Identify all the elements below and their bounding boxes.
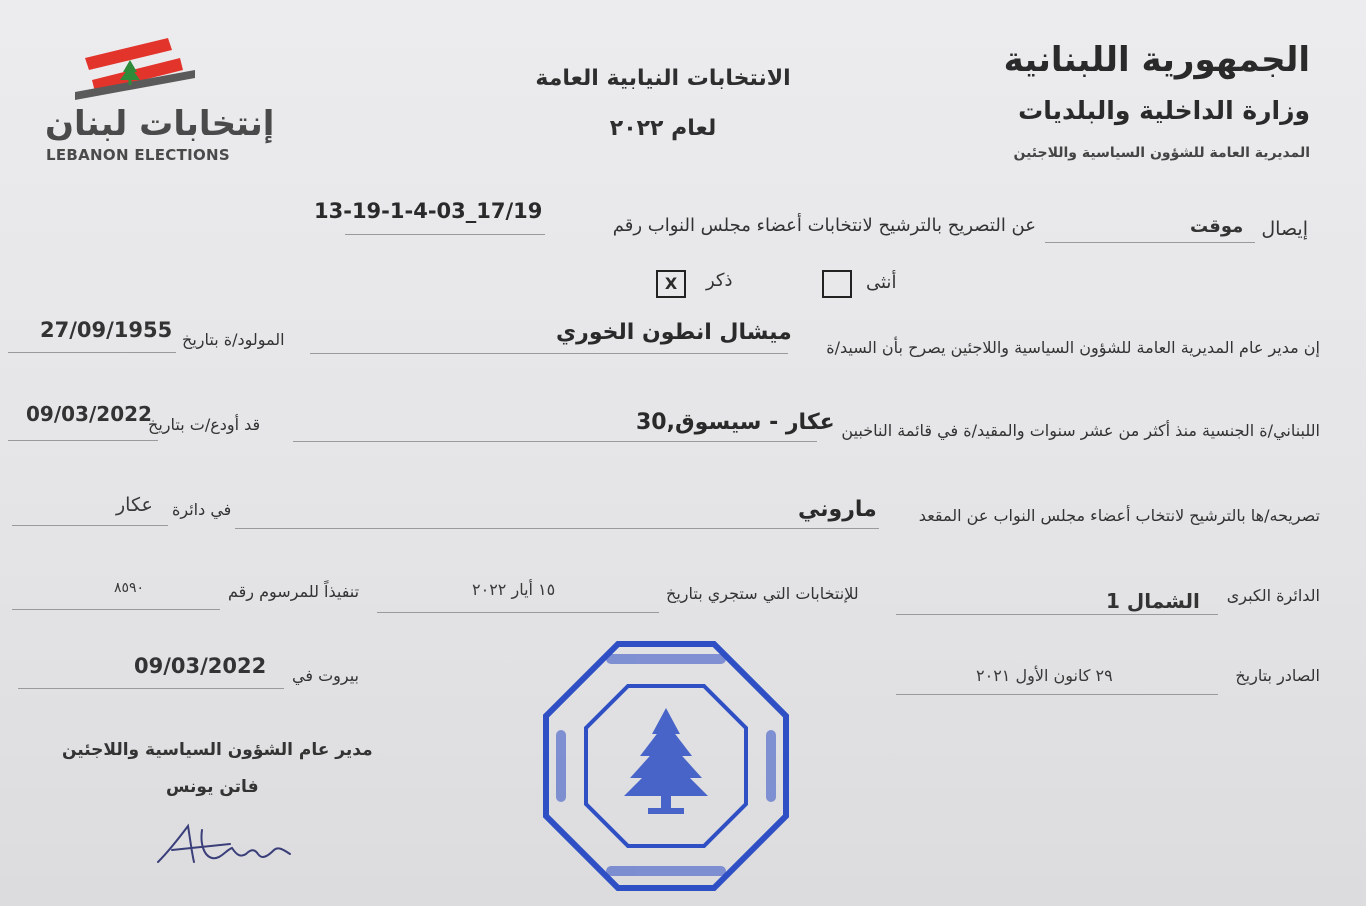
major-district-line (896, 614, 1218, 615)
candidate-name-value: ميشال انطون الخوري (556, 320, 792, 345)
deposit-date-line (8, 440, 158, 441)
official-stamp-seal (540, 638, 792, 894)
gender-male-checkbox[interactable]: X (656, 270, 686, 298)
beirut-date-value: 09/03/2022 (134, 654, 267, 678)
deposit-date-label: قد أودع/ت بتاريخ (148, 415, 261, 434)
elections-date-value: ١٥ أيار ٢٠٢٢ (472, 580, 556, 599)
elections-date-label: للإنتخابات التي ستجري بتاريخ (666, 584, 859, 603)
deposit-date-value: 09/03/2022 (26, 402, 152, 426)
birth-date-value: 27/09/1955 (40, 318, 173, 342)
handwritten-signature (150, 820, 300, 870)
elections-title: الانتخابات النيابية العامة (535, 66, 791, 91)
district-value: عكار (116, 494, 153, 516)
receipt-type-value: موقت (1190, 216, 1244, 237)
republic-heading: الجمهورية اللبنانية (1003, 40, 1310, 80)
declaration-text-3: تصريحه/ها بالترشيح لانتخاب أعضاء مجلس النواب عن المقعد (918, 506, 1320, 525)
declaration-text-2: اللبناني/ة الجنسية منذ أكثر من عشر سنوات والمقيد/ة في قائمة الناخبين (841, 421, 1320, 440)
seat-value: ماروني (798, 497, 877, 522)
beirut-label: بيروت في (292, 666, 359, 685)
decree-value: ٨٥٩٠ (114, 580, 145, 596)
registry-line (293, 441, 817, 442)
major-district-label: الدائرة الكبرى (1226, 586, 1320, 605)
birth-date-label: المولود/ة بتاريخ (182, 330, 285, 349)
ministry-heading: وزارة الداخلية والبلديات (1018, 96, 1310, 125)
signatory-name: فاتن يونس (166, 777, 259, 797)
receipt-number-value: 13-19-1-4-03_17/19 (314, 199, 543, 223)
receipt-number-line (345, 234, 545, 235)
logo-english-text: LEBANON ELECTIONS (46, 146, 231, 164)
major-district-value: الشمال 1 (1106, 589, 1200, 613)
logo-arabic-text: إنتخابات لبنان (45, 104, 275, 144)
decree-line (12, 609, 220, 610)
elections-date-line (377, 612, 659, 613)
receipt-description: عن التصريح بالترشيح لانتخابات أعضاء مجلس النواب رقم (612, 215, 1036, 236)
district-line (12, 525, 168, 526)
ballot-box-flag-icon (70, 30, 200, 102)
elections-year: لعام ٢٠٢٢ (609, 116, 717, 141)
issued-date-label: الصادر بتاريخ (1235, 666, 1320, 685)
gender-female-checkbox[interactable] (822, 270, 852, 298)
issued-date-line (896, 694, 1218, 695)
issued-date-value: ٢٩ كانون الأول ٢٠٢١ (976, 666, 1113, 685)
birth-date-line (8, 352, 176, 353)
signatory-title: مدير عام الشؤون السياسية واللاجئين (62, 740, 373, 760)
district-label: في دائرة (172, 500, 232, 519)
gender-female-label: أنثى (866, 272, 897, 293)
name-line (310, 353, 788, 354)
directorate-heading: المديرية العامة للشؤون السياسية واللاجئين (1013, 145, 1310, 161)
seat-line (235, 528, 879, 529)
receipt-label: إيصال (1261, 218, 1308, 240)
beirut-date-line (18, 688, 284, 689)
gender-male-label: ذكر (706, 270, 733, 291)
receipt-type-line (1045, 242, 1255, 243)
decree-label: تنفيذاً للمرسوم رقم (228, 582, 360, 601)
registry-value: عكار - سيسوق,30 (636, 410, 835, 435)
declaration-text-1: إن مدير عام المديرية العامة للشؤون السياسية واللاجئين يصرح بأن السيد/ة (826, 338, 1320, 357)
